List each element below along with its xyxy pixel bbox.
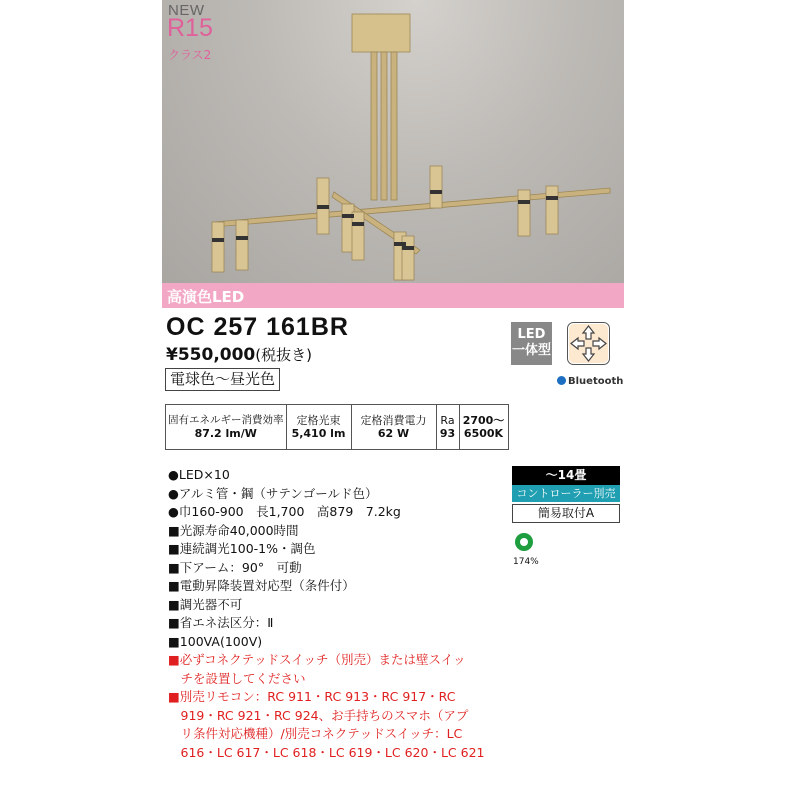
- bluetooth-icon: [557, 376, 566, 385]
- feature-item: ■連続調光100-1%・調色: [168, 541, 316, 556]
- feature-item: ●巾160-900 長1,700 高879 7.2kg: [168, 504, 401, 519]
- feature-item: ■省エネ法区分：Ⅱ: [168, 615, 274, 630]
- room-size-badge: ～14畳: [512, 466, 620, 485]
- controller-badge: コントローラー別売: [512, 485, 620, 502]
- install-badge: 簡易取付A: [512, 504, 620, 523]
- note-item: ■別売リモコン：RC 911・RC 913・RC 917・RC: [168, 689, 456, 704]
- feature-item: ■下アーム：90° 可動: [168, 559, 302, 575]
- spec-cct: [459, 405, 508, 450]
- high-cri-band: [162, 283, 624, 308]
- spec-cct-label: 2700～: [462, 414, 505, 427]
- product-photo: [162, 0, 624, 283]
- spec-lumen-label: 定格光束: [296, 414, 341, 427]
- spec-ra: [436, 405, 459, 450]
- led-integrated-badge: [511, 322, 552, 365]
- class-label: クラス2: [168, 48, 212, 62]
- model-number: OC 257 161BR: [166, 313, 349, 341]
- note-item: ■必ずコネクテッドスイッチ（別売）または壁スイッ: [168, 652, 466, 667]
- color-dimming-arrows-icon: [567, 322, 610, 365]
- spec-efficiency: [166, 405, 287, 450]
- r15-rating: R15: [167, 14, 213, 42]
- spec-power: [351, 405, 436, 450]
- led-badge-line1: LED: [517, 327, 546, 342]
- spec-efficiency-value: 87.2 lm/W: [194, 427, 257, 440]
- new-badge: NEW: [168, 2, 205, 19]
- feature-item: ■100VA(100V): [168, 633, 263, 649]
- feature-item: ●アルミ管・鋼（サテンゴールド色）: [168, 485, 378, 501]
- chandelier-illustration: [162, 0, 624, 283]
- note-item: リ条件対応機種）/別売コネクテッドスイッチ：LC: [168, 726, 463, 741]
- right-badges: [512, 466, 620, 523]
- spec-cct-value: 6500K: [463, 427, 504, 440]
- eco-value: 174%: [513, 557, 539, 567]
- note-item: 616・LC 617・LC 618・LC 619・LC 620・LC 621: [168, 744, 485, 760]
- feature-list: [168, 466, 484, 762]
- feature-item: ■調光器不可: [168, 596, 243, 612]
- bluetooth-text: Bluetooth: [568, 376, 624, 387]
- spec-efficiency-label: 固有エネルギー消費効率: [168, 414, 284, 426]
- spec-power-value: 62 W: [377, 427, 410, 440]
- feature-item: ■光源寿命40,000時間: [168, 522, 299, 538]
- price: [166, 344, 312, 365]
- spec-power-label: 定格消費電力: [360, 414, 427, 427]
- spec-ra-label: Ra: [440, 414, 455, 427]
- spec-table: [165, 404, 509, 450]
- price-value: ¥550,000: [166, 345, 256, 365]
- bluetooth-label: [557, 376, 623, 387]
- feature-item: ■電動昇降装置対応型（条件付）: [168, 578, 355, 593]
- spec-ra-value: 93: [439, 427, 456, 440]
- note-item: チを設置してください: [168, 670, 306, 686]
- color-range-box: 電球色～昼光色: [165, 368, 280, 391]
- led-badge-line2: 一体型: [511, 343, 551, 358]
- price-note: (税抜き): [255, 346, 312, 364]
- spec-lumen: [286, 405, 351, 450]
- note-item: 919・RC 921・RC 924、お手持ちのスマホ（アプ: [168, 707, 469, 723]
- eco-mark-icon: [515, 533, 533, 551]
- band-label: 高演色LED: [167, 288, 245, 306]
- feature-item: ●LED×10: [168, 467, 230, 482]
- spec-lumen-value: 5,410 lm: [291, 427, 346, 440]
